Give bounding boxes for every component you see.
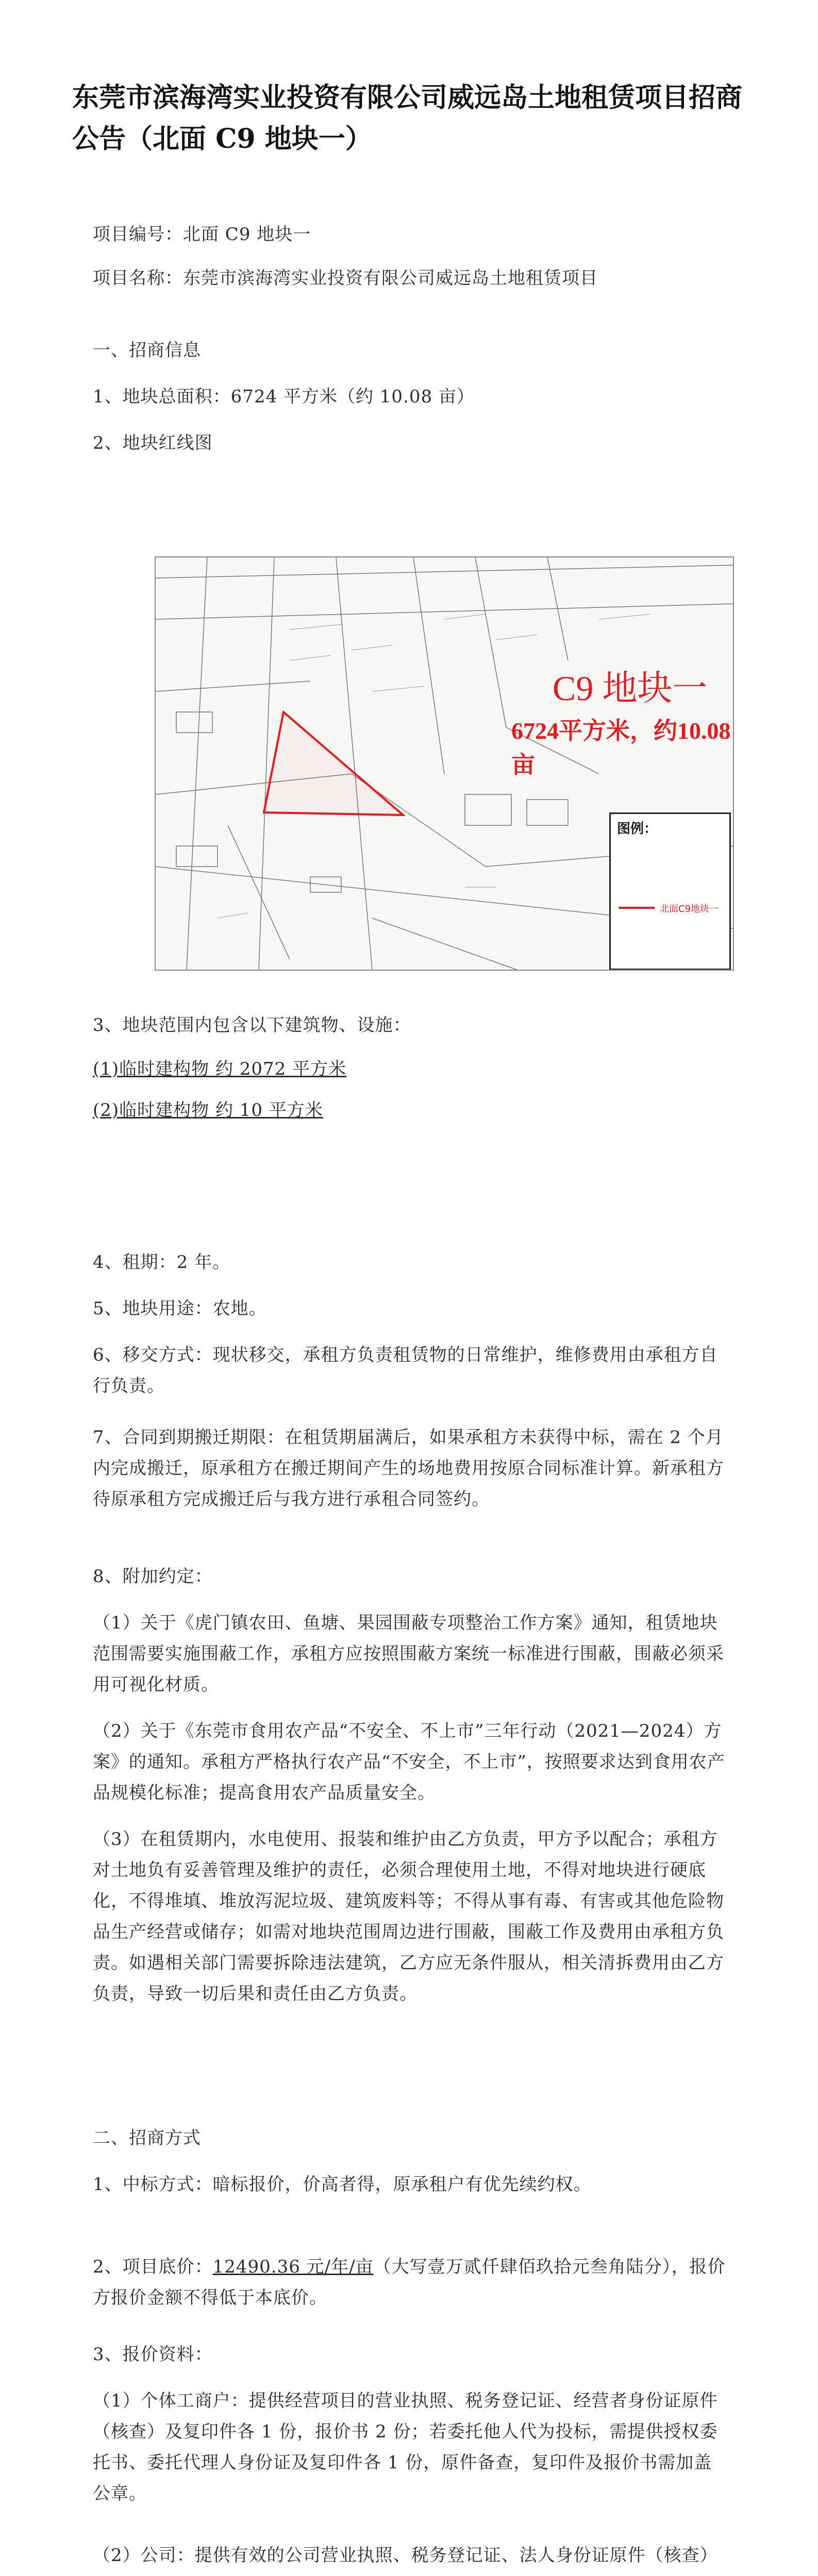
bid-docs-individual: （1）个体工商户：提供经营项目的营业执照、税务登记证、经营者身份证原件（核查）及复印件各 1 份，报价书 2 份；若委托他人代为投标，需提供授权委托书、委托代理人身份证及复印件各 1 份，原件备查，复印件及报价书需加盖公章。: [93, 2391, 718, 2504]
legend-title: 图例：: [617, 821, 658, 837]
bidding-method: 1、中标方式：暗标报价，价高者得，原承租户有优先续约权。: [93, 2174, 592, 2195]
legend-item: 北面C9地块一: [660, 904, 719, 914]
additional-term-3: （3）在租赁期内，水电使用、报装和维护由乙方负责，甲方予以配合；承租方对土地负有妥善管理及维护的责任，必须合理使用土地，不得对地块进行硬底化，不得堆填、堆放泻泥垃圾、建筑废料等；不得从事有毒、有害或其他危险物品生产经营或储存；如需对地块范围周边进行围蔽，围蔽工作及费用由承租方负责。如遇相关部门需要拆除违法建筑，乙方应无条件服从，相关清拆费用由乙方负责，导致一切后果和责任由乙方负责。: [93, 1829, 724, 2004]
land-area: 1、地块总面积：6724 平方米（约 10.08 亩）: [93, 386, 475, 407]
bid-documents-heading: 3、报价资料：: [93, 2344, 213, 2365]
map-legend: [609, 812, 731, 970]
building-1: (1)临时建构物 约 2072 平方米: [93, 1059, 347, 1079]
redline-map: [155, 556, 734, 971]
buildings-heading: 3、地块范围内包含以下建筑物、设施：: [93, 1015, 411, 1036]
map-label-area: 6724平方米，约10.08亩: [511, 718, 731, 778]
reserve-price: [93, 2251, 727, 2313]
bid-docs-company: （2）公司：提供有效的公司营业执照、税务登记证、法人身份证原件（核查）: [93, 2545, 718, 2566]
handover-method: 6、移交方式：现状移交，承租方负责租赁物的日常维护，维修费用由承租方自行负责。: [93, 1345, 718, 1396]
relocation-deadline: 7、合同到期搬迁期限：在租赁期届满后，如果承租方未获得中标，需在 2 个月内完成搬迁，原承租方在搬迁期间产生的场地费用按原合同标准计算。新承租方待原承租方完成搬迁后与我方进行承租合同签约。: [93, 1427, 724, 1510]
additional-term-2: （2）关于《东莞市食用农产品“不安全、不上市”三年行动（2021—2024）方案》的通知。承租方严格执行农产品“不安全，不上市”，按照要求达到食用农产品规模化标准；提高食用农产品质量安全。: [93, 1721, 725, 1803]
page-title: 东莞市滨海湾实业投资有限公司威远岛土地租赁项目招商公告（北面 C9 地块一）: [72, 82, 743, 155]
legend-red-line: [619, 907, 655, 909]
reserve-price-note: （大写壹万贰仟肆佰玖拾元叁角陆分），报价方报价金额不得低于本底价。: [93, 2257, 726, 2308]
additional-terms-heading: 8、附加约定：: [93, 1566, 213, 1587]
land-use: 5、地块用途：农地。: [93, 1298, 267, 1319]
section-heading-2: 二、招商方式: [93, 2128, 201, 2148]
reserve-price-value: 12490.36 元/年/亩: [212, 2257, 374, 2277]
plot-c9-boundary: [264, 712, 403, 815]
project-number: 项目编号：北面 C9 地块一: [93, 224, 311, 245]
lease-term: 4、租期：2 年。: [93, 1252, 231, 1273]
reserve-price-label: 2、项目底价：: [93, 2257, 213, 2277]
project-name: 项目名称：东莞市滨海湾实业投资有限公司威远岛土地租赁项目: [93, 268, 598, 289]
map-label-plot: C9 地块一: [553, 669, 708, 708]
section-heading-1: 一、招商信息: [93, 340, 201, 361]
redline-map-heading: 2、地块红线图: [93, 433, 213, 453]
building-2: (2)临时建构物 约 10 平方米: [93, 1100, 323, 1121]
additional-term-1: （1）关于《虎门镇农田、鱼塘、果园围蔽专项整治工作方案》通知，租赁地块范围需要实施围蔽工作，承租方应按照围蔽方案统一标准进行围蔽，围蔽必须采用可视化材质。: [93, 1613, 724, 1695]
